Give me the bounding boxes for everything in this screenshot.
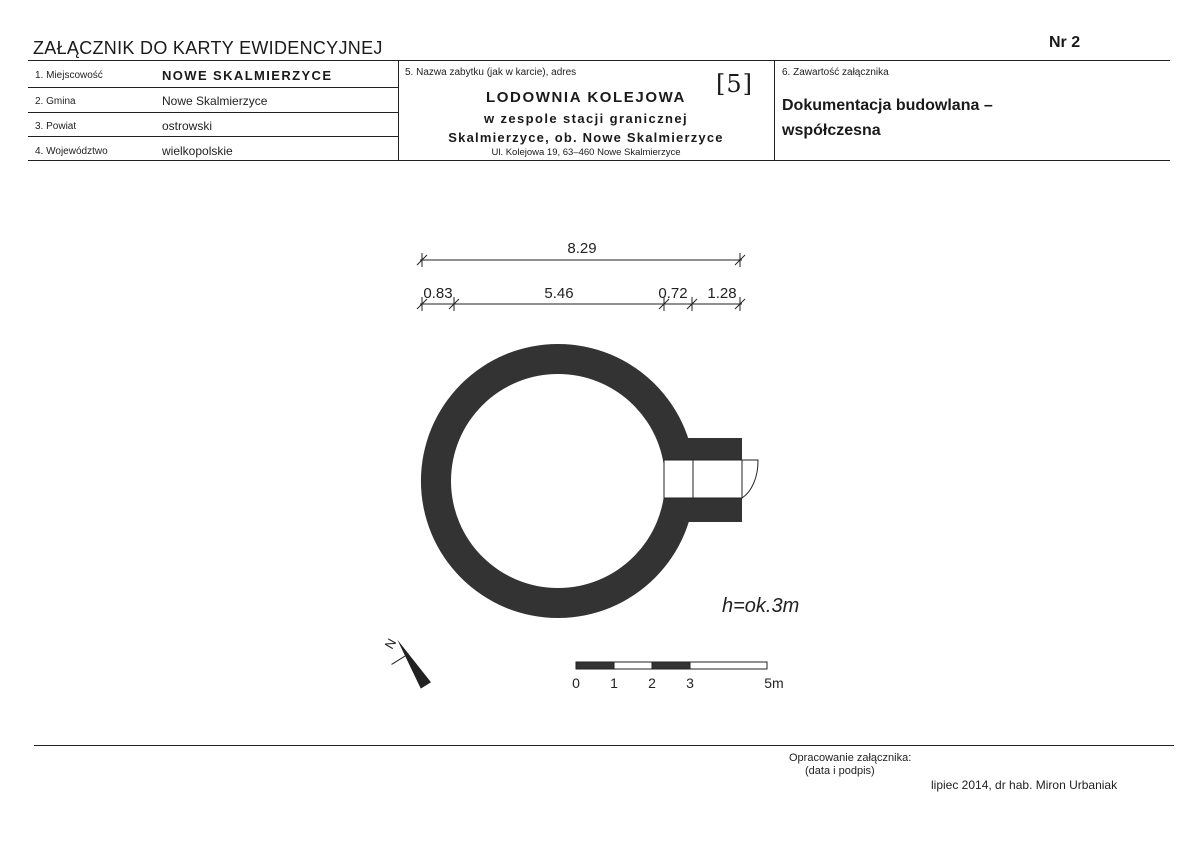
- scale-seg-1: [614, 662, 652, 669]
- content-label: 6. Zawartość załącznika: [782, 67, 889, 78]
- footer-rule: [34, 745, 1174, 746]
- scale-label-3: 3: [686, 675, 694, 691]
- wojewodztwo-label: 4. Województwo: [35, 146, 108, 157]
- attachment-number: Nr 2: [1049, 34, 1081, 51]
- scale-label-0: 0: [572, 675, 580, 691]
- north-arrow-tail: [392, 655, 407, 665]
- monument-complex: w zespole stacji granicznej: [484, 111, 688, 126]
- monument-address: Ul. Kolejowa 19, 63–460 Nowe Skalmierzyce: [491, 147, 681, 158]
- north-label: N: [381, 635, 400, 652]
- scale-seg-2: [652, 662, 690, 669]
- monument-location: Skalmierzyce, ob. Nowe Skalmierzyce: [448, 130, 724, 145]
- scale-label-1: 1: [610, 675, 618, 691]
- monument-name: LODOWNIA KOLEJOWA: [486, 89, 686, 106]
- scale-label-2: 2: [648, 675, 656, 691]
- gmina-value: Nowe Skalmierzyce: [162, 94, 268, 108]
- monument-number-handwritten: [5]: [716, 70, 753, 98]
- scale-label-5m: 5m: [764, 675, 784, 691]
- date-sign-label: (data i podpis): [805, 765, 875, 777]
- gmina-label: 2. Gmina: [35, 96, 76, 107]
- total-dimension-label: 8.29: [567, 240, 597, 257]
- entrance-passage: [664, 460, 742, 498]
- dimension-label-3: 0.72: [658, 285, 688, 302]
- powiat-value: ostrowski: [162, 119, 213, 133]
- prepared-label: Opracowanie załącznika:: [789, 752, 912, 764]
- scale-bar: [576, 662, 767, 669]
- content-line-1: Dokumentacja budowlana –: [782, 97, 993, 114]
- attachment-title: ZAŁĄCZNIK DO KARTY EWIDENCYJNEJ: [33, 38, 383, 58]
- ring-wall: [421, 344, 695, 618]
- author-line: lipiec 2014, dr hab. Miron Urbaniak: [931, 778, 1118, 792]
- scale-seg-0: [576, 662, 614, 669]
- miejscowosc-label: 1. Miejscowość: [35, 70, 103, 81]
- dimension-label-2: 5.46: [544, 285, 574, 302]
- door-swing-arc: [742, 460, 758, 498]
- wojewodztwo-value: wielkopolskie: [162, 144, 233, 158]
- dimension-label-1: 0.83: [423, 285, 453, 302]
- height-note: h=ok.3m: [722, 595, 800, 617]
- content-line-2: współczesna: [782, 122, 881, 139]
- powiat-label: 3. Powiat: [35, 121, 77, 132]
- dimension-label-4: 1.28: [707, 285, 737, 302]
- scale-seg-3: [690, 662, 767, 669]
- monument-label: 5. Nazwa zabytku (jak w karcie), adres: [405, 67, 577, 78]
- miejscowosc-value: NOWE SKALMIERZYCE: [162, 68, 333, 83]
- dimension-lines: [417, 253, 745, 311]
